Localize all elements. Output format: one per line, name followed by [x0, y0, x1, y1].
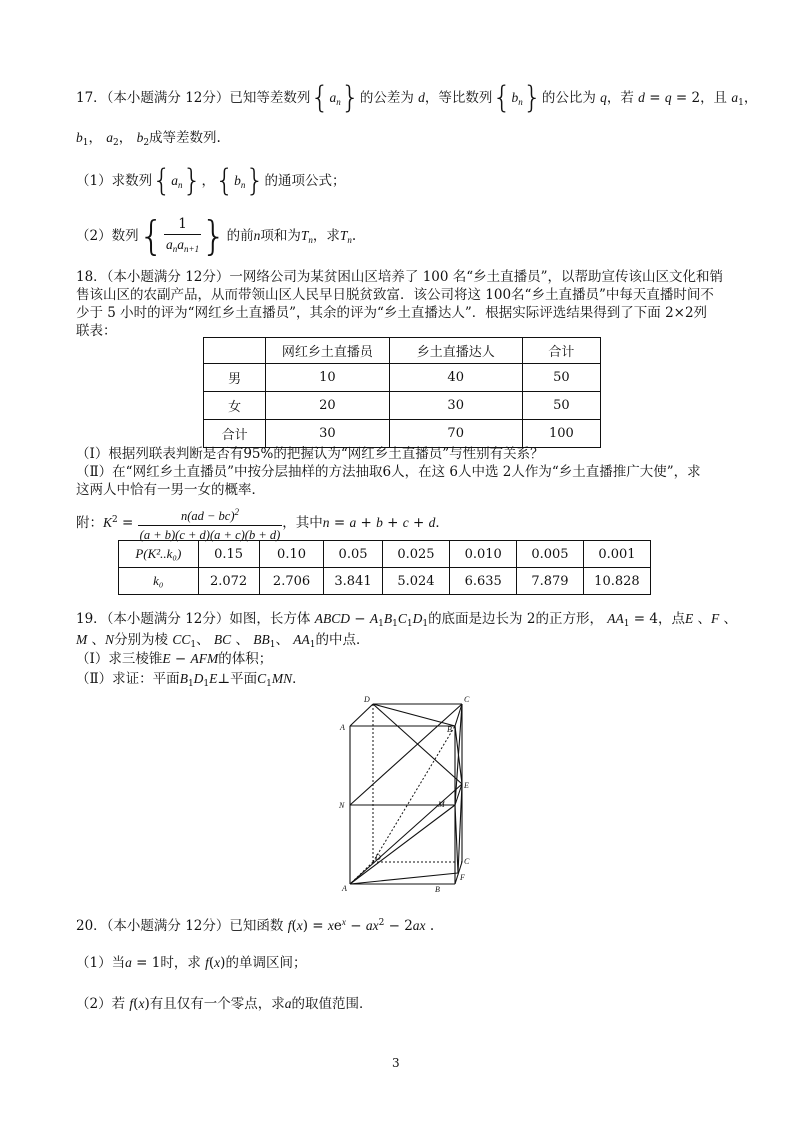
q17-text: ，若 — [606, 90, 634, 106]
table-cell: 0.005 — [517, 541, 584, 568]
table-cell: 合计 — [204, 420, 266, 448]
q17-line-1: 17．（本小题满分 12分）已知等差数列$\{a_n\}$的公差为 d，等比数列$\{b_n\}$的公比为 q，若 d = q = 2，且 $a_1$， — [76, 80, 758, 116]
table-cell: 70 — [389, 420, 522, 448]
line-c1n — [350, 704, 462, 805]
edge — [350, 704, 373, 726]
label-a: A — [342, 884, 347, 893]
q18-part-i: （Ⅰ）根据列联表判断是否有95%的把握认为“网红乡土直播员”与性别有关系？ — [76, 446, 544, 462]
table-cell: 10 — [266, 364, 389, 392]
q18-line-3: 少于 5 小时的评为“网红乡土直播员”，其余的评为“乡土直播达人”．根据实际评选结果得到了下面 2×2列 — [76, 305, 708, 321]
math: q — [600, 90, 607, 105]
math: a — [731, 90, 739, 105]
q20-text: 20．（本小题满分 12分）已知函数 — [76, 918, 284, 934]
q17-head: 17．（本小题满分 12分）已知等差数列 — [76, 90, 311, 106]
math: $\{a_n\}$ — [310, 80, 360, 116]
table-cell: 40 — [389, 364, 522, 392]
q17-text: ，且 — [700, 90, 728, 106]
q19-line-2: M 、N分别为棱 $CC_1$、 BC 、 $BB_1$、 $AA_1$的中点． — [76, 632, 370, 650]
label-m: M — [438, 800, 445, 809]
hidden-diagonal — [373, 726, 455, 862]
table-cell: 50 — [522, 364, 600, 392]
table-cell: 0.10 — [259, 541, 324, 568]
q18-line-1: 18．（本小题满分 12分）一网络公司为某贫困山区培养了 100 名“乡土直播员”，以帮助宣传该山区文化和销 — [76, 269, 724, 285]
math-fraction: $\frac{1}{a_na_{n+1}}$ — [166, 216, 200, 254]
label-f: F — [460, 873, 465, 882]
q17-text: 成等差数列. — [149, 130, 221, 146]
q19-line-1: 19．（本小题满分 12分）如图，长方体 ABCD − $A_1B_1C_1D_1$的底面是边长为 2的正方形， $AA_1 = 4$，点E 、F 、 — [76, 611, 738, 629]
contingency-table — [203, 337, 601, 448]
q18-text: 附： — [76, 515, 103, 531]
q18-part-ii-2: 这两人中恰有一男一女的概率． — [76, 482, 265, 498]
q19-text: 的底面是边长为 2的正方形， — [428, 611, 603, 627]
line-af — [350, 873, 458, 884]
critical-value-table — [118, 540, 651, 595]
label-c: C — [464, 857, 470, 866]
q18-part-ii-1: （Ⅱ）在“网红乡土直播员”中按分层抽样的方法抽取6人，在这 6人中选 2人作为“乡土直播推广大使”，求 — [76, 464, 701, 480]
q20-text: 有且仅有一个零点，求 — [149, 996, 285, 1012]
table-header — [204, 338, 266, 364]
table-cell: 6.635 — [450, 568, 517, 595]
label-e: E — [464, 781, 469, 790]
q17-part-1: （1）求数列$\{a_n\}$，$\{b_n\}$的通项公式； — [76, 163, 346, 199]
cuboid-figure — [330, 692, 480, 898]
q19-text: （Ⅰ）求三棱锥 — [76, 651, 163, 667]
q20-line-1: 20．（本小题满分 12分）已知函数 $f(x) = xe^x - ax^2 - 2ax$ . — [76, 917, 435, 934]
table-cell: 2.706 — [259, 568, 324, 595]
q19-part-ii: （Ⅱ）求证：平面$B_1D_1E\perp$平面$C_1MN$． — [76, 671, 306, 689]
q19-text: ． — [292, 671, 306, 687]
table-cell: 0.025 — [382, 541, 450, 568]
q19-text: 的体积； — [218, 651, 273, 667]
q17-text: 项和为 — [260, 228, 301, 244]
q20-text: （2）若 — [76, 996, 126, 1012]
q20-text: （1）当 — [76, 955, 126, 971]
table-header: 乡土直播达人 — [389, 338, 522, 364]
line-ae — [350, 784, 462, 884]
table-cell: 50 — [522, 392, 600, 420]
q20-part-1: （1）当a = 1时，求 f(x)的单调区间； — [76, 955, 307, 971]
q20-part-2: （2）若 f(x)有且仅有一个零点，求a的取值范围． — [76, 996, 373, 1012]
q19-text: （Ⅱ）求证：平面 — [76, 671, 180, 687]
table-cell: 7.879 — [517, 568, 584, 595]
table-cell: k₀ — [119, 568, 199, 595]
table-row — [119, 541, 651, 568]
line-am — [350, 805, 455, 884]
math: $\{b_n\}$ — [492, 80, 542, 116]
q19-text: 分别为棱 — [114, 632, 169, 648]
table-row — [204, 338, 601, 364]
table-cell: 20 — [266, 392, 389, 420]
q19-part-i: （Ⅰ）求三棱锥E − AFM的体积； — [76, 651, 273, 667]
table-cell: 男 — [204, 364, 266, 392]
label-b1: B — [447, 725, 452, 734]
q17-text: （1）求数列 — [76, 173, 153, 189]
q19-text: 的中点． — [315, 632, 370, 648]
q17-text: 的公比为 — [541, 90, 596, 106]
table-cell: 10.828 — [583, 568, 650, 595]
q18-formula: 附：$K^2$ = $\frac{n(ad - bc)^2}{(a + b)(c + d)(a + c)(b + d)}$ ，其中n = a + b + c + d． — [76, 503, 449, 544]
page-number: 3 — [392, 1056, 400, 1070]
q17-text: （2）数列 — [76, 228, 139, 244]
line-fe — [458, 784, 462, 873]
q17-text: 的前 — [226, 228, 254, 244]
table-cell: 0.15 — [198, 541, 259, 568]
table-row — [204, 392, 601, 420]
table-cell: 100 — [522, 420, 600, 448]
q19-text: 19．（本小题满分 12分）如图，长方体 — [76, 611, 311, 627]
label-n: N — [339, 801, 345, 810]
q17-line-2: $b_1$， $a_2$， $b_2$成等差数列. — [76, 130, 221, 148]
math-fraction: $\frac{n(ad - bc)^2}{(a + b)(c + d)(a + c)(b + d)}$ — [138, 503, 283, 544]
table-cell: 3.841 — [324, 568, 382, 595]
table-cell: 30 — [389, 392, 522, 420]
q18-line-2: 售该山区的农副产品，从而带领山区人民早日脱贫致富．该公司将这 100名“乡土直播员”中每天直播时间不 — [76, 287, 714, 303]
label-b: B — [435, 885, 440, 894]
q18-line-4: 联表： — [76, 323, 117, 339]
table-header: 网红乡土直播员 — [266, 338, 389, 364]
q18-text: ，其中 — [282, 515, 323, 531]
table-cell: 30 — [266, 420, 389, 448]
table-row — [119, 568, 651, 595]
table-cell: 0.05 — [324, 541, 382, 568]
table-cell: 2.072 — [198, 568, 259, 595]
q18-text: ． — [435, 515, 449, 531]
q17-part-2: （2）数列{ $\frac{1}{a_na_{n+1}}$ }的前n项和为$T_n$，求$T_n$. — [76, 213, 357, 260]
table-cell: 5.024 — [382, 568, 450, 595]
table-cell: P(K²..k₀) — [119, 541, 199, 568]
table-row — [204, 364, 601, 392]
q17-text: 的公差为 — [359, 90, 414, 106]
table-row — [204, 420, 601, 448]
math: d — [418, 90, 425, 105]
math: d — [638, 90, 645, 105]
q19-text: ，点 — [657, 611, 685, 627]
label-d: D — [375, 853, 381, 862]
q17-text: 的通项公式； — [264, 173, 346, 189]
label-c1: C — [464, 695, 470, 704]
q20-text: 时，求 — [160, 955, 201, 971]
q19-text: ⊥平面 — [217, 671, 258, 687]
table-header: 合计 — [522, 338, 600, 364]
table-cell: 0.010 — [450, 541, 517, 568]
label-d1: D — [364, 695, 370, 704]
q17-text: ，求 — [312, 228, 340, 244]
q17-text: . — [351, 228, 357, 244]
q20-text: 的单调区间； — [225, 955, 307, 971]
q17-text: ，等比数列 — [424, 90, 493, 106]
label-a1: A — [340, 723, 345, 732]
table-cell: 0.001 — [583, 541, 650, 568]
table-cell: 女 — [204, 392, 266, 420]
q20-text: 的取值范围． — [291, 996, 373, 1012]
